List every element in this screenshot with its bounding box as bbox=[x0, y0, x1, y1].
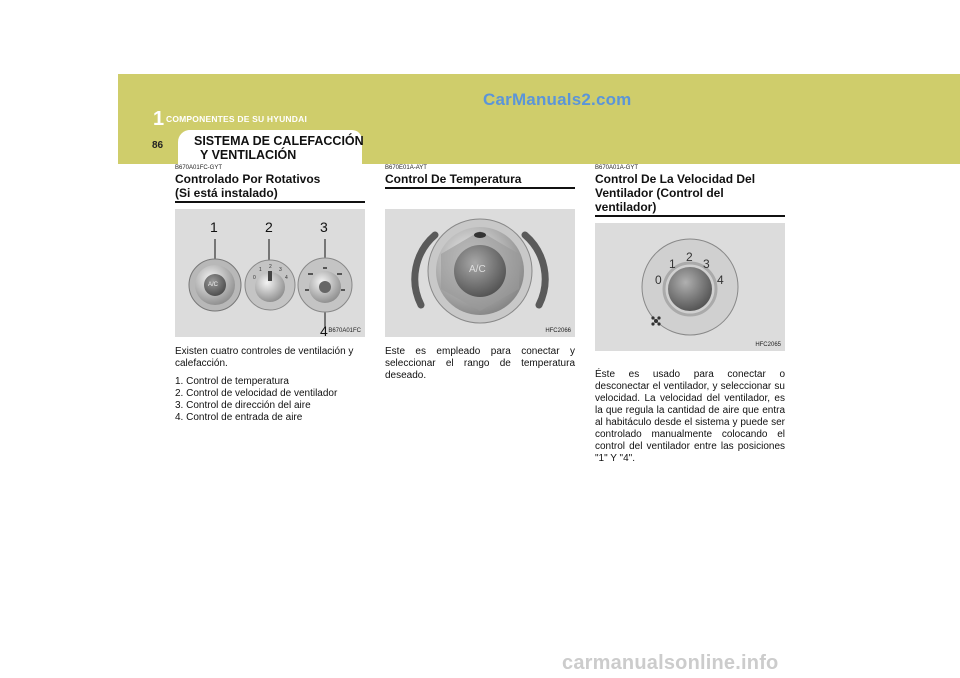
scale-4: 4 bbox=[717, 273, 724, 287]
fan-scale-1: 1 bbox=[259, 267, 262, 273]
section-code: B670E01A-AYT bbox=[385, 165, 427, 171]
body-text: Este es empleado para conectar y seleccionar el rango de temperatura deseado. bbox=[385, 346, 575, 381]
scale-2: 2 bbox=[686, 250, 693, 264]
scale-0: 0 bbox=[655, 273, 662, 287]
fan-scale-3: 3 bbox=[279, 267, 282, 273]
watermark-top[interactable]: CarManuals2.com bbox=[483, 90, 632, 109]
knob-label: A/C bbox=[469, 264, 486, 275]
section-title-line2: Y VENTILACIÓN bbox=[200, 148, 297, 162]
body-text: Éste es usado para conectar o desconectar el ventilador, y seleccionar su velocidad. La velocidad del ventilador, es la que regula la cantidad de aire que entra al habitáculo desde el sistema y puede ser controlado manualmente colocando el control del ventilador entre las posiciones "1" Y "4". bbox=[595, 369, 785, 464]
heading-rule bbox=[595, 215, 785, 217]
fan-scale-0: 0 bbox=[253, 275, 256, 281]
list-item: 3. Control de dirección del aire bbox=[175, 400, 311, 411]
section-heading bbox=[595, 172, 785, 214]
knob-label: A/C bbox=[208, 282, 219, 288]
figure-code: HFC2066 bbox=[545, 328, 571, 334]
scale-1: 1 bbox=[669, 257, 676, 271]
heading-rule bbox=[385, 187, 575, 189]
fan-knob-illustration bbox=[595, 223, 785, 351]
heading-line2: (Si está instalado) bbox=[175, 186, 278, 200]
callout-2: 2 bbox=[265, 219, 273, 235]
chapter-title: COMPONENTES DE SU HYUNDAI bbox=[166, 114, 308, 124]
fan-scale-4: 4 bbox=[285, 275, 288, 281]
watermark-bottom[interactable]: carmanualsonline.info bbox=[562, 652, 779, 674]
column-fan-speed-control bbox=[595, 164, 785, 465]
heading-line1: Controlado Por Rotativos bbox=[175, 172, 321, 186]
list-item: 4. Control de entrada de aire bbox=[175, 412, 303, 423]
controls-list bbox=[175, 376, 365, 424]
column-temperature-control bbox=[385, 164, 575, 382]
section-code: B670A01FC-GYT bbox=[175, 165, 223, 171]
scale-3: 3 bbox=[703, 257, 710, 271]
chapter-number: 1 bbox=[153, 108, 165, 130]
intro-text: Existen cuatro controles de ventilación y calefacción. bbox=[175, 346, 354, 369]
figure-temperature-knob bbox=[385, 209, 575, 337]
fan-scale-2: 2 bbox=[269, 264, 272, 270]
figure-fan-knob bbox=[595, 223, 785, 351]
section-code: B670A01A-GYT bbox=[595, 165, 639, 171]
figure-code: B670A01FC bbox=[328, 328, 361, 334]
callout-1: 1 bbox=[210, 219, 218, 235]
list-item: 2. Control de velocidad de ventilador bbox=[175, 388, 338, 399]
section-title bbox=[194, 134, 364, 162]
callout-3: 3 bbox=[320, 219, 328, 235]
indicator-dot bbox=[474, 232, 486, 238]
heading-rule bbox=[175, 201, 365, 203]
callout-4: 4 bbox=[320, 323, 328, 339]
section-heading bbox=[175, 172, 365, 200]
page-number: 86 bbox=[152, 140, 164, 151]
list-item: 1. Control de temperatura bbox=[175, 376, 289, 387]
heading-line2: Ventilador (Control del ventilador) bbox=[595, 186, 724, 214]
section-title-line1: SISTEMA DE CALEFACCIÓN bbox=[194, 134, 364, 148]
figure-code: HFC2065 bbox=[755, 342, 781, 348]
figure-control-panel bbox=[175, 209, 365, 337]
heading-line1: Control De La Velocidad Del bbox=[595, 172, 756, 186]
section-heading: Control De Temperatura bbox=[385, 172, 522, 186]
column-rotary-controls bbox=[175, 164, 365, 424]
